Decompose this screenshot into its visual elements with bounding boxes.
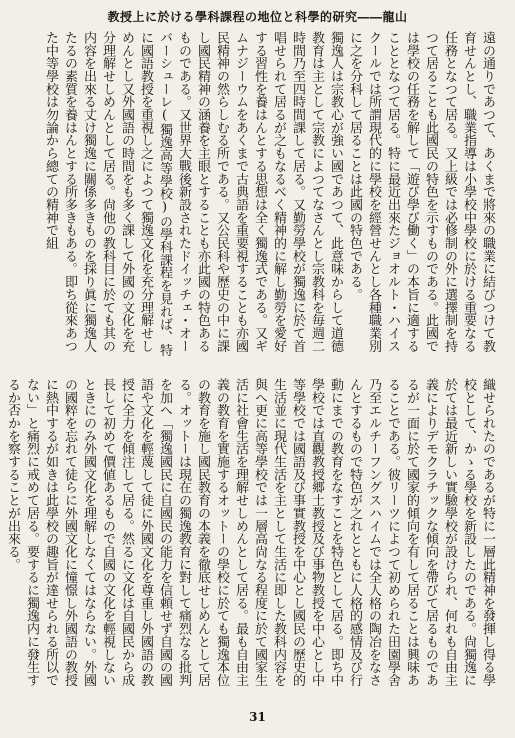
paragraph: 織せられたのであるが特に一層此精神を發揮し得る學校として、かゝる學校を新設したのである。尙獨逸に於ては最近新しい實驗學校が設けられ、何れも自由主義によりデモクラチックな傾向を帶びて居るものであるが一面に於て國家的傾向を有して居ることは興味あることである。彼リーツによつて初められた田園學舍乃至エルチーフングスハイムでは全人格の陶冶をなさんとするもので特色が之れとともに人格的感情及び行動にまでの教育をなすことを特色として居る。即ち中學校では直觀教授郷土教授及び事物教授を中心とし中等學校では國語及び事實教授を中心とし國民の歷史的生活並に現代生活を主として生活に即した教科内容を與へ更に高等學校では一層高尙なる程度に於て國家生活に社會生活を理解せしめんとして居る。最も自由主義の教育を實施するオットーの學校に於ても獨逸本位の教育を施し國民教育の本義を徹底せしめんとして居る。オットーは現在の獨逸教育に對して痛烈なる批判を加へ「獨逸國民に自國民の能力を信頼せず自國の國語や文化を輕蔑して徒に外國文化を尊重し外國語の教授に全力を傾注して居る。然るに文化は自國民から成長して初めて價値あるもので自國の文化を輕視しないときにのみ外國文化を理解しなくてはならない。外國の國粹を忘れて徒らに外國文化に憧憬し外國語の教授に熱中するが如きは此學校の趣旨が達せられる所以でない」と痛烈に戒めて居る。要するに獨逸内に發生するか否かを察することが出來る。 xyxy=(5,378,495,687)
page-number: 31 xyxy=(249,710,266,724)
running-header: 教授上に於ける學科課程の地位と科學的研究――龍山 xyxy=(107,10,408,24)
paragraph: 遠の通りであつて、あくまで將來の職業に結びつけて教育せんとし、職業指導は小學校中學校に於ける重要なる任務となつて居る。又上級では必修制の外に選擇制を持つて居ることも此國民の特色を示すものである。此國では學校の任務を解して「遊び學び働く」の本旨に適することとなつて居る。特に最近出來たジョオルト・ハイスクールでは所謂現代的に學校を經營せんとし各種職業別に之を分科して居ることは此國の特色である。 xyxy=(347,31,495,353)
body-text-lower-tier xyxy=(5,378,497,698)
paragraph: 獨逸人は宗教心が強い國であつて、此意味からして道德教育は主として宗教によつてなさんとし宗教科を毎週二時間乃至四時間課して居る。又勤勞學校が獨逸に於て首唱せられて居るが之もなるべく精神的に解し勤勞を愛好する習性を養はんとする思想は全く獨逸式である。又ギムナジーウムをあくまで古典語を重要視することも亦國民精神の然らしむる所である。又公民科や歷史の中に課し國民精神の涵養を主眼とすることも亦此國の特色あるものである。又世界大戰後新設されたドイッチェ・オーバーシューレ(獨逸高等學校)の學科課程を見れば、特に國語教授を重視し之によつて獨逸文化を充分理解せしめんとし又外國語の時間をも多く課して外國の文化を充分理解せしめんとして居る。尙他の教科目に於ても其の内容を出來る丈け獨逸に關係多きものを採り眞に獨逸人たるの素質を養はんとする所多きもある。即ち從來あつた中等學校は勿論から總ての精神で組 xyxy=(43,31,343,357)
body-text-upper-tier xyxy=(17,31,497,359)
